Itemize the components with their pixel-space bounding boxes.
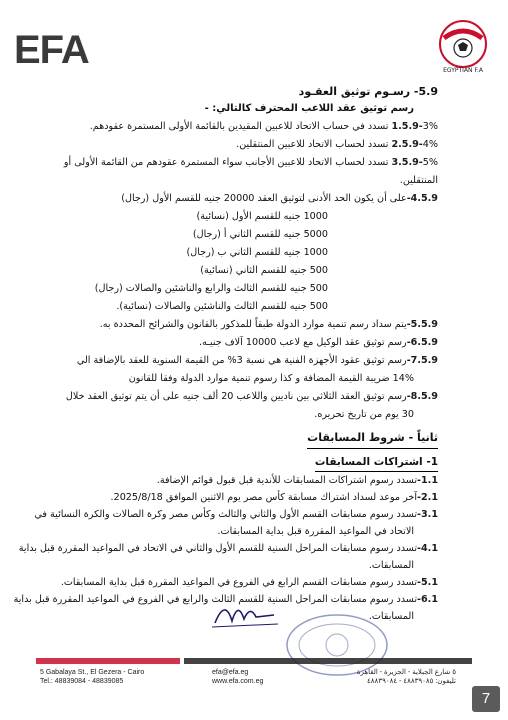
footer-divider bbox=[36, 658, 472, 664]
list-item-continuation: المنتقلين. bbox=[399, 175, 438, 186]
footer-address-ar: ٥ شارع الجبلاية - الجزيرة - القاهرة تليفون: ٤٨٨٣٩٠٨٥ - ٤٨٨٣٩٠٨٤ bbox=[356, 669, 456, 685]
list-item-continuation: المسابقات. bbox=[368, 611, 414, 622]
svg-text:EGYPTIAN F.A: EGYPTIAN F.A bbox=[443, 67, 483, 74]
list-item: 5.1-تسدد رسوم مسابقات القسم الرابع في الفروع في المواعيد المقررة قبل بداية المسابقات. bbox=[60, 577, 438, 588]
list-item: 5.5.9-يتم سداد رسم تنمية موارد الدولة طبقاً للمذكور بالقانون والشرائح المحددة به. bbox=[99, 319, 438, 330]
list-item: 3.5.9-5% تسدد لحساب الاتحاد للاعبين الأجانب سواء المستمرة عقودهم من القائمة الأولى أو bbox=[63, 157, 438, 168]
list-item: 1.1-تسدد رسوم اشتراكات المسابقات للأندية قبل قبول قوائم الإضافة. bbox=[156, 475, 438, 486]
list-item: 1.5.9-3% تسدد في حساب الاتحاد للاعبين المقيدين بالقائمة الأولى المستمرة عقودهم. bbox=[89, 121, 438, 132]
footer-contact bbox=[212, 668, 263, 686]
list-item: 2.1-آخر موعد لسداد اشتراك مسابقة كأس مصر يوم الاثنين الموافق 2025/8/18. bbox=[110, 492, 438, 503]
player-contract-title: رسم توثيق عقد اللاعب المحترف كالتالي: - bbox=[204, 103, 414, 114]
efa-crest-icon bbox=[432, 18, 494, 76]
minimum-fee: 500 جنيه للقسم الثاني (نسائية) bbox=[200, 265, 328, 276]
minimum-fee: 1000 جنيه للقسم الأول (نسائية) bbox=[196, 211, 328, 222]
page-header bbox=[0, 0, 508, 78]
list-item: 6.5.9-رسم توثيق عقد الوكيل مع لاعب 10000 آلاف جنيـه. bbox=[198, 337, 438, 348]
part2-title: ثانياً - شروط المسابقات bbox=[307, 428, 438, 449]
minimum-fee: 500 جنيه للقسم الثالث والرابع والناشئين والصالات (رجال) bbox=[94, 283, 328, 294]
list-item-continuation: 30 يوم من تاريخ تحريره. bbox=[314, 409, 414, 420]
minimum-fee: 1000 جنيه للقسم الثاني ب (رجال) bbox=[186, 247, 328, 258]
footer-email[interactable]: efa@efa.eg bbox=[212, 669, 249, 676]
minimum-fee: 5000 جنيه للقسم الثاني أ (رجال) bbox=[192, 229, 328, 240]
footer-website[interactable]: www.efa.com.eg bbox=[212, 678, 264, 685]
main-content bbox=[13, 82, 438, 625]
list-item: 8.5.9-رسم توثيق العقد الثلاثي بين ناديين واللاعب 20 ألف جنيه على أن يتم توثيق العقد خلال bbox=[65, 391, 438, 402]
signature-icon bbox=[210, 593, 280, 633]
list-item: 4.5.9-على أن يكون الحد الأدنى لتوثيق العقد 20000 جنيه للقسم الأول (رجال) bbox=[121, 193, 438, 204]
list-item: 3.1-تسدد رسوم مسابقات القسم الأول والثاني والثالث وكأس مصر وكرة الصالات والكرة النسائية في bbox=[34, 509, 438, 520]
list-item: 6.1-تسدد رسوم مسابقات المراحل السنية للقسم الثالث والرابع في الفروع في المواعيد المقررة قبل بداية bbox=[13, 594, 438, 605]
list-item: 2.5.9-4% تسدد لحساب الاتحاد للاعبين المنتقلين. bbox=[236, 139, 438, 150]
subsection-title: 1- اشتراكات المسابقات bbox=[315, 453, 438, 472]
list-item-continuation: المسابقات. bbox=[368, 560, 414, 571]
efa-logo: EFA bbox=[14, 28, 89, 72]
section-title: 5.9- رسـوم توثيق العقـود bbox=[298, 85, 438, 98]
page-number-badge: 7 bbox=[472, 686, 500, 712]
list-item: 4.1-تسدد رسوم مسابقات المراحل السنية للقسم الأول والثاني في الاتحاد في المواعيد المقررة قبل بداية bbox=[18, 543, 438, 554]
list-item-continuation: الاتحاد في المواعيد المقررة قبل بداية المسابقات. bbox=[217, 526, 414, 537]
footer-address-en: 5 Gabalaya St., El Gezera - Cairo Tel.: 48839084 - 48839085 bbox=[40, 669, 145, 685]
minimum-fee: 500 جنيه للقسم الثالث والناشئين والصالات (نسائية). bbox=[116, 301, 328, 312]
list-item: 7.5.9-رسم توثيق عقود الأجهزة الفنية هي نسبة 3% من القيمة السنوية للعقد بالإضافة الي bbox=[76, 355, 438, 366]
list-item-continuation: 14% ضريبة القيمة المضافة و كذا رسوم تنمية موارد الدولة وفقا للقانون bbox=[128, 373, 414, 384]
